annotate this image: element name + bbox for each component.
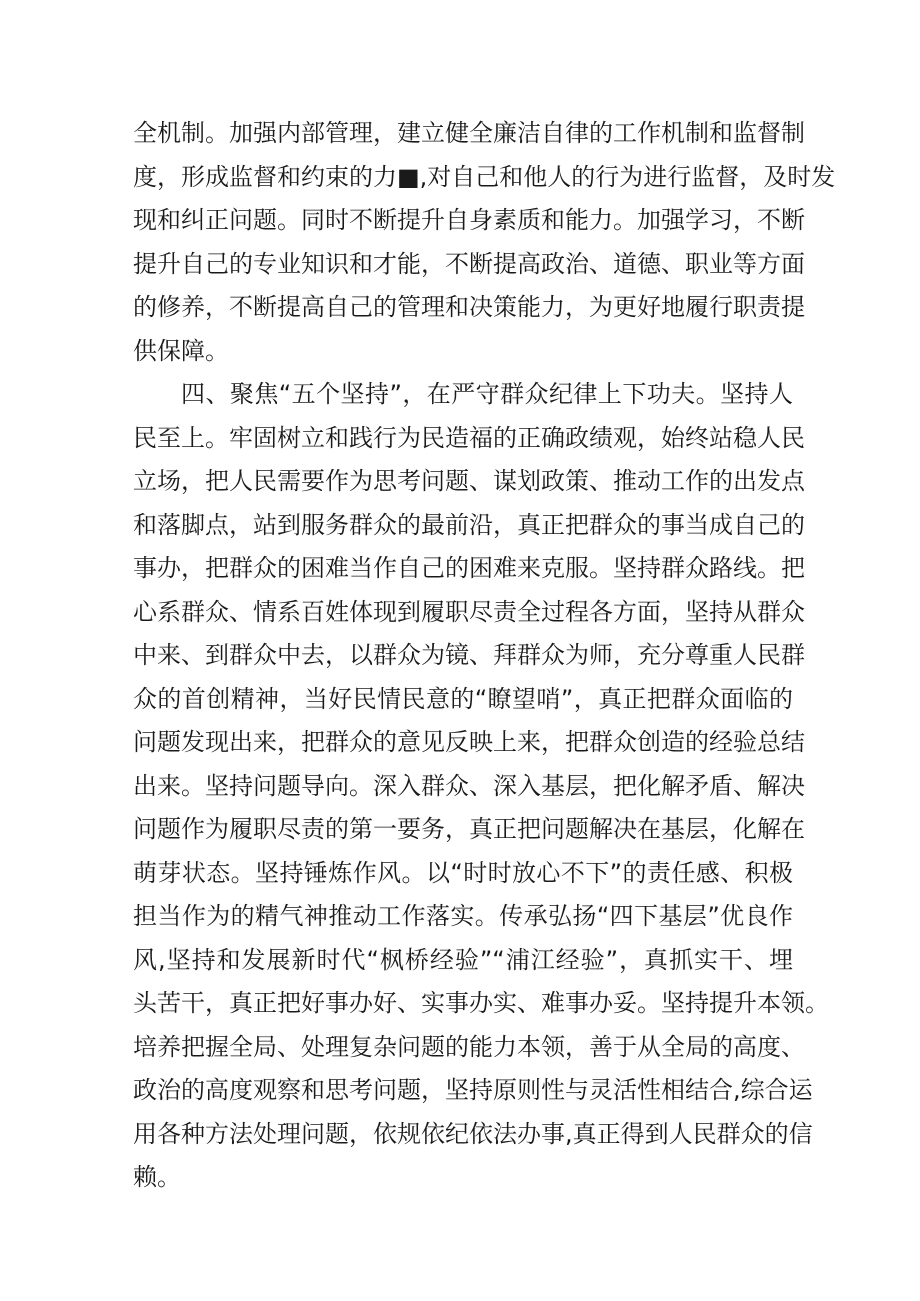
text-line: 培养把握全局、处理复杂问题的能力本领，善于从全局的高度、: [133, 1032, 805, 1061]
paragraph-discipline-mechanism: [133, 112, 836, 373]
text-line: 中来、到群众中去，以群众为镜、拜群众为师，充分尊重人民群: [133, 641, 805, 669]
text-line: 事办，把群众的困难当作自己的困难来克服。坚持群众路线。把: [133, 554, 805, 582]
text-line: 供保障。: [133, 336, 229, 365]
text-line: 萌芽状态。坚持锤炼作风。以“时时放心不下”的责任感、积极: [133, 858, 793, 887]
text-line: 立场，把人民需要作为思考问题、谋划政策、推动工作的出发点: [133, 467, 805, 495]
text-line: 头苦干，真正把好事办好、实事办实、难事办妥。坚持提升本领。: [133, 989, 829, 1017]
paragraph-mass-discipline: [133, 373, 829, 1200]
text-line: 问题发现出来，把群众的意见反映上来，把群众创造的经验总结: [133, 728, 805, 756]
text-line: 民至上。牢固树立和践行为民造福的正确政绩观，始终站稳人民: [133, 423, 805, 452]
text-line: 用各种方法处理问题，依规依纪依法办事,真正得到人民群众的信: [133, 1119, 813, 1148]
text-line: 度，形成监督和约束的力■,对自己和他人的行为进行监督，及时发: [133, 162, 836, 191]
text-line: 全机制。加强内部管理，建立健全廉洁自律的工作机制和监督制: [133, 119, 805, 147]
text-line: 和落脚点，站到服务群众的最前沿，真正把群众的事当成自己的: [133, 510, 805, 539]
text-line: 的修养，不断提高自己的管理和决策能力，为更好地履行职责提: [133, 293, 805, 321]
text-line: 提升自己的专业知识和才能，不断提高政治、道德、职业等方面: [133, 249, 805, 278]
text-line: 出来。坚持问题导向。深入群众、深入基层，把化解矛盾、解决: [133, 771, 805, 800]
text-line: 担当作为的精气神推动工作落实。传承弘扬“四下基层”优良作: [133, 902, 793, 930]
text-line: 赖。: [133, 1163, 181, 1191]
text-line: 四、聚焦“五个坚持”，在严守群众纪律上下功夫。坚持人: [181, 380, 793, 408]
text-line: 风,坚持和发展新时代“枫桥经验”“浦江经验”，真抓实干、埋: [133, 945, 793, 974]
text-line: 现和纠正问题。同时不断提升自身素质和能力。加强学习，不断: [133, 206, 805, 234]
text-line: 问题作为履职尽责的第一要务，真正把问题解决在基层，化解在: [133, 815, 805, 843]
text-line: 众的首创精神，当好民情民意的“瞭望哨”，真正把群众面临的: [133, 684, 793, 713]
text-line: 心系群众、情系百姓体现到履职尽责全过程各方面，坚持从群众: [133, 597, 805, 626]
document-body: [133, 112, 836, 1200]
text-line: 政治的高度观察和思考问题，坚持原则性与灵活性相结合,综合运: [133, 1076, 813, 1104]
